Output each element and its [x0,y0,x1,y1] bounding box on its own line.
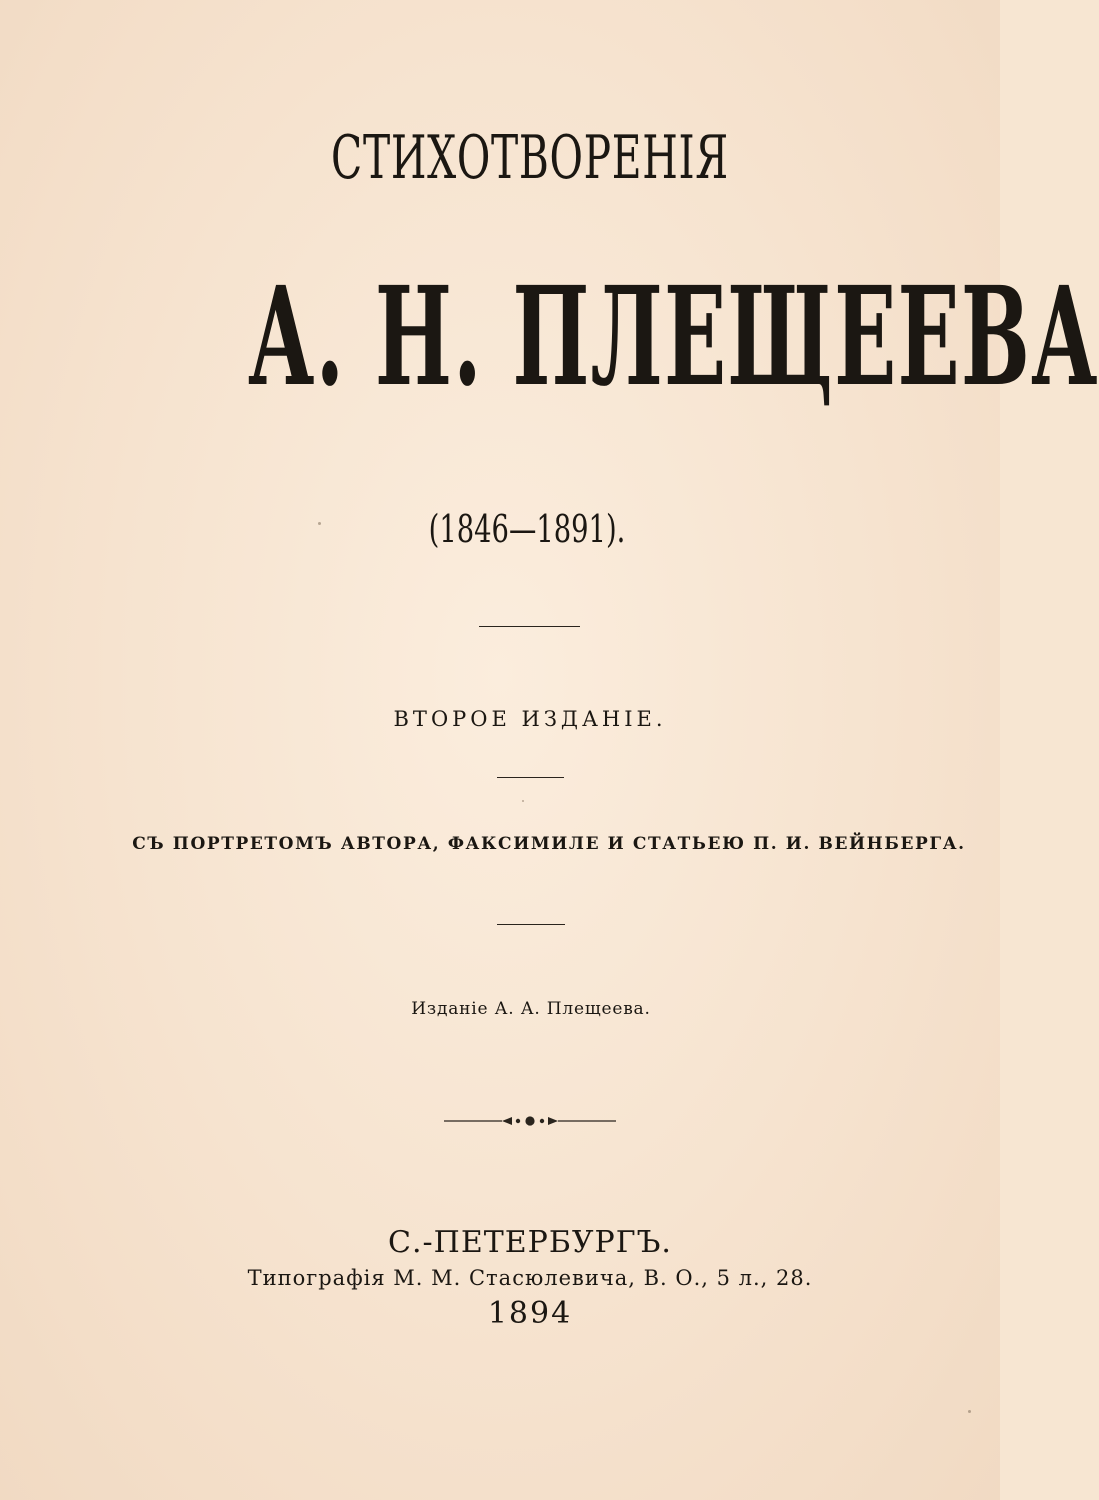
divider-rule [479,626,580,627]
ornament-divider-icon [444,1112,616,1130]
portrait-note: СЪ ПОРТРЕТОМЪ АВТОРА, ФАКСИМИЛЕ И СТАТЬЕЮ П. И. ВЕЙНБЕРГА. [132,834,966,854]
paper-speck [522,800,524,802]
imprint-year: 1894 [487,1296,573,1331]
book-heading: СТИХОТВОРЕНІЯ [331,123,729,193]
divider-rule [497,924,565,925]
author-name: А. Н. ПЛЕЩЕЕВА [248,257,1099,417]
edition-label: ВТОРОЕ ИЗДАНІЕ. [393,707,667,731]
paper-speck [318,522,321,525]
paper-speck [968,1410,971,1413]
imprint-city: С.-ПЕТЕРБУРГЪ. [388,1225,672,1260]
author-years: (1846—1891). [428,507,626,551]
publisher-line: Изданіе А. А. Плещеева. [411,999,651,1019]
divider-rule [497,777,564,778]
imprint-printer: Типографія М. М. Стасюлевича, В. О., 5 л., 28. [247,1266,813,1290]
